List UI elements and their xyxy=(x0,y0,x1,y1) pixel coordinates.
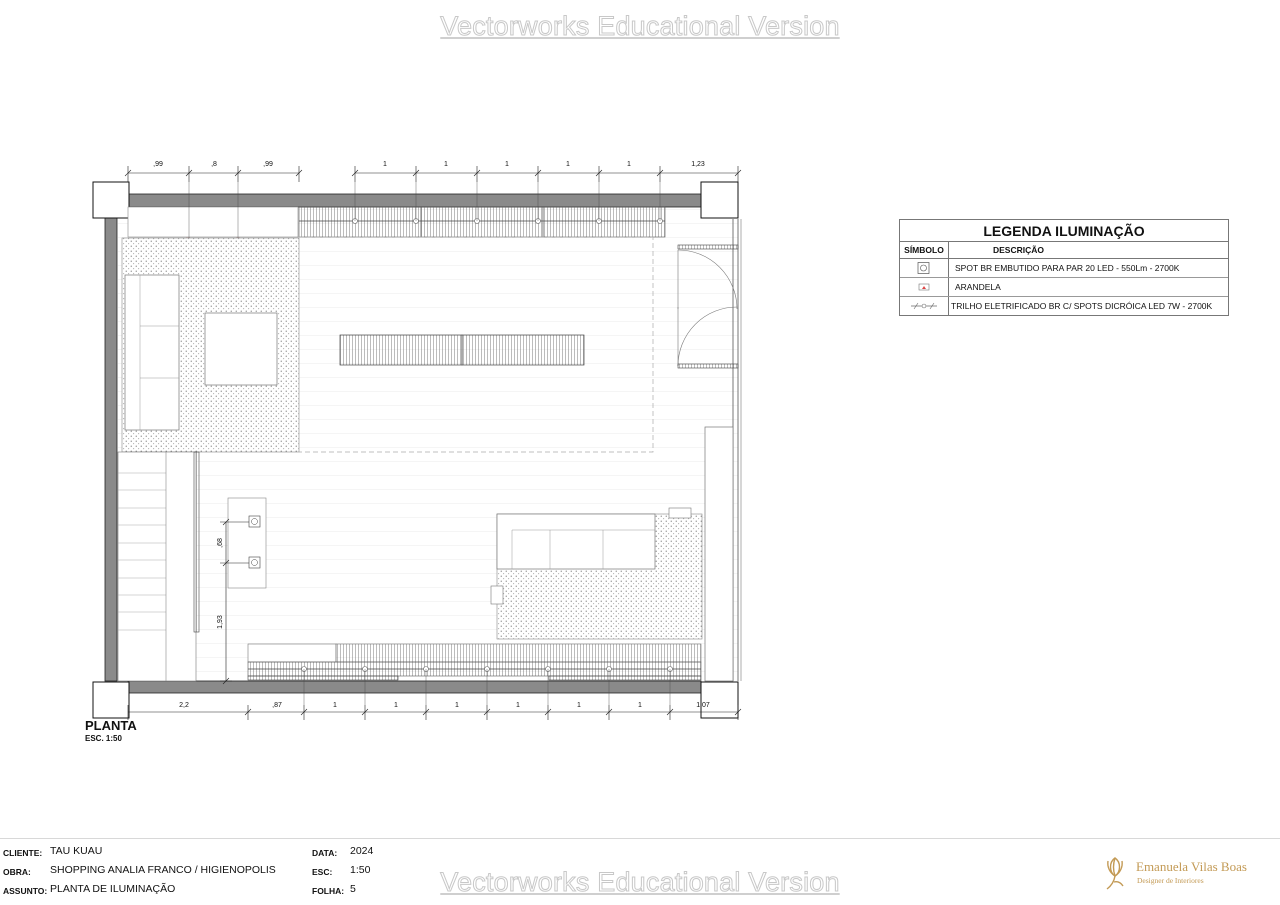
legend-row xyxy=(900,278,1228,297)
wall-sconce-icon xyxy=(917,282,931,292)
client-label: CLIENTE: xyxy=(3,848,43,858)
work-label: OBRA: xyxy=(3,867,31,877)
dim-bottom-5: 1 xyxy=(455,702,459,709)
watermark-top: Vectorworks Educational Version xyxy=(440,11,840,41)
track-light-icon xyxy=(910,301,938,311)
logo-name: Emanuela Vilas Boas xyxy=(1136,859,1247,874)
sheet-value: 5 xyxy=(350,883,356,895)
plan-scale: ESC. 1:50 xyxy=(85,734,122,743)
center-track-lights xyxy=(340,335,584,365)
table-left xyxy=(205,313,277,385)
column-top-left xyxy=(93,182,129,218)
legend-label: SPOT BR EMBUTIDO PARA PAR 20 LED - 550Lm - 2700K xyxy=(955,263,1180,273)
wall-top xyxy=(128,194,701,207)
dim-bottom-3: 1 xyxy=(333,702,337,709)
scale-label: ESC: xyxy=(312,867,333,877)
bottom-counter xyxy=(248,644,336,662)
dim-bottom-7: 1 xyxy=(577,702,581,709)
wall-bottom xyxy=(128,681,701,693)
legend-row xyxy=(900,297,1228,315)
lighting-legend xyxy=(899,219,1229,316)
client-value: TAU KUAU xyxy=(50,845,103,857)
titleblock-divider xyxy=(0,838,1280,839)
left-shelving xyxy=(118,452,196,681)
dim-bottom-2: ,87 xyxy=(272,702,282,709)
dim-top-6: 1 xyxy=(505,161,509,168)
subject-label: ASSUNTO: xyxy=(3,886,48,896)
plan-title: PLANTA xyxy=(85,718,137,733)
work-value: SHOPPING ANALIA FRANCO / HIGIENOPOLIS xyxy=(50,864,276,876)
sofa-right xyxy=(497,514,655,569)
dim-top-5: 1 xyxy=(444,161,448,168)
dim-bottom-9: 1,07 xyxy=(696,702,710,709)
dim-bottom-4: 1 xyxy=(394,702,398,709)
legend-header-symbol: SÍMBOLO xyxy=(900,242,949,258)
dim-bottom-8: 1 xyxy=(638,702,642,709)
subject-value: PLANTA DE ILUMINAÇÃO xyxy=(50,883,176,895)
dim-bottom-6: 1 xyxy=(516,702,520,709)
dimension-chain-bottom xyxy=(128,705,741,720)
watermark-bottom: Vectorworks Educational Version xyxy=(440,867,840,897)
dim-top-3: ,99 xyxy=(263,161,273,168)
date-label: DATA: xyxy=(312,848,338,858)
sofa-left xyxy=(125,275,179,430)
column-bottom-left xyxy=(93,682,129,718)
dim-bottom-1: 2,2 xyxy=(179,702,189,709)
dim-top-7: 1 xyxy=(566,161,570,168)
spot-recessed-icon xyxy=(917,262,931,274)
legend-header xyxy=(900,242,1228,259)
display-stand xyxy=(228,498,266,588)
legend-label: ARANDELA xyxy=(955,282,1001,292)
scale-value: 1:50 xyxy=(350,864,371,876)
wall-left xyxy=(105,218,117,681)
legend-header-description: DESCRIÇÃO xyxy=(993,245,1045,255)
dimension-chain-top xyxy=(125,166,741,182)
column-bottom-right xyxy=(701,682,738,718)
dim-vertical-2: 1,93 xyxy=(217,615,224,629)
logo-subtitle: Designer de Interiores xyxy=(1137,876,1204,885)
date-value: 2024 xyxy=(350,845,374,857)
right-cabinet xyxy=(705,427,733,681)
dim-top-4: 1 xyxy=(383,161,387,168)
dim-top-2: ,8 xyxy=(211,161,217,168)
column-top-right xyxy=(701,182,738,218)
dim-vertical-1: ,68 xyxy=(217,538,224,548)
dim-top-1: ,99 xyxy=(153,161,163,168)
sheet-label: FOLHA: xyxy=(312,886,345,896)
legend-title: LEGENDA ILUMINAÇÃO xyxy=(900,220,1228,242)
legend-row xyxy=(900,259,1228,278)
dim-top-9: 1,23 xyxy=(691,161,705,168)
dim-top-8: 1 xyxy=(627,161,631,168)
legend-label: TRILHO ELETRIFICADO BR C/ SPOTS DICRÓICA LED 7W - 2700K xyxy=(951,301,1213,311)
